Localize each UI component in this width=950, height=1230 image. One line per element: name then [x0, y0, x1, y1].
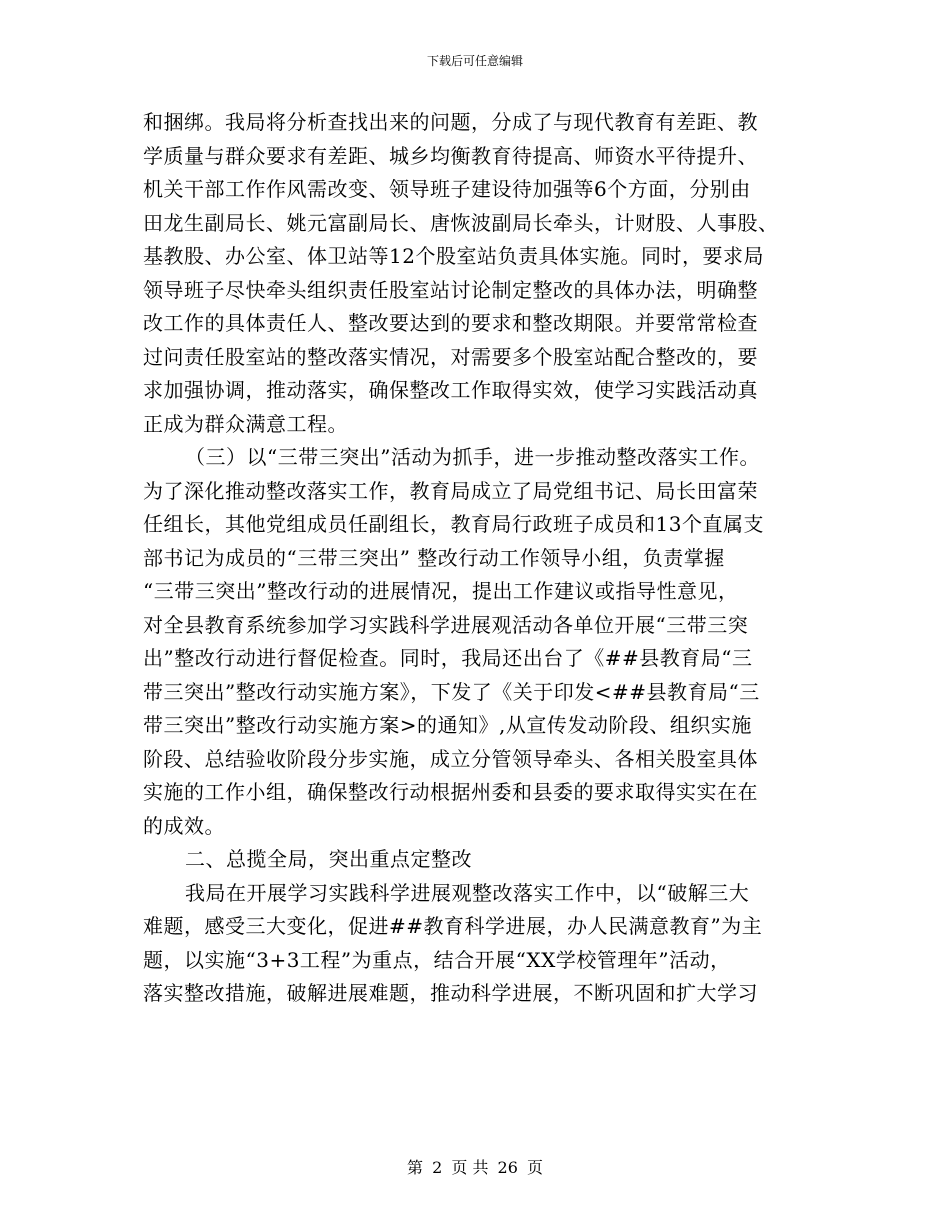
text-line: （三）以“三带三突出”活动为抓手，进一步推动整改落实工作。: [185, 445, 760, 469]
text-line: 领导班子尽快牵头组织责任股室站讨论制定整改的具体办法，明确整: [143, 277, 758, 302]
text-line: 任组长，其他党组成员任副组长，教育局行政班子成员和13个直属支: [143, 512, 764, 536]
text-line: 落实整改措施，破解进展难题，推动科学进展，不断巩固和扩大学习: [143, 981, 758, 1005]
text-line: 部书记为成员的“三带三突出” 整改行动工作领导小组，负责掌握: [143, 545, 725, 570]
text-line: 改工作的具体责任人、整改要达到的要求和整改期限。并要常常检查: [143, 311, 758, 335]
text-line: 实施的工作小组，确保整改行动根据州委和县委的要求取得实实在在: [143, 780, 758, 804]
footer-total-pages: 26: [497, 1158, 518, 1177]
footer-middle: 页 共: [451, 1158, 489, 1177]
text-line: 二、总揽全局，突出重点定整改: [185, 847, 472, 871]
text-line: 和捆绑。我局将分析查找出来的问题，分成了与现代教育有差距、教: [143, 110, 758, 134]
page-header: 下载后可任意编辑: [426, 54, 523, 68]
text-line: 题，以实施“3+3工程”为重点，结合开展“XX学校管理年”活动，: [143, 947, 731, 972]
text-line: 过问责任股室站的整改落实情况，对需要多个股室站配合整改的，要: [143, 344, 758, 369]
text-line: 为了深化推动整改落实工作，教育局成立了局党组书记、局长田富荣: [143, 478, 758, 503]
text-line: “三带三突出”整改行动的进展情况，提出工作建议或指导性意见，: [143, 579, 739, 603]
footer-page-number: 2: [432, 1158, 443, 1177]
text-line: 正成为群众满意工程。: [143, 411, 348, 436]
text-line: 机关干部工作作风需改变、领导班子建设待加强等6个方面，分别由: [143, 177, 751, 201]
footer-suffix: 页: [527, 1158, 544, 1177]
text-line: 我局在开展学习实践科学进展观整改落实工作中，以“破解三大: [185, 880, 750, 905]
text-line: 阶段、总结验收阶段分步实施，成立分管领导牵头、各相关股室具体: [143, 746, 758, 771]
document-body: [143, 106, 803, 1011]
text-line: 的成效。: [143, 813, 225, 838]
text-line: 难题，感受三大变化，促进##教育科学进展，办人民满意教育”为主: [143, 914, 763, 938]
text-line: 学质量与群众要求有差距、城乡均衡教育待提高、师资水平待提升、: [143, 143, 758, 168]
text-line: 求加强协调，推动落实，确保整改工作取得实效，使学习实践活动真: [143, 378, 758, 402]
text-line: 基教股、办公室、体卫站等12个股室站负责具体实施。同时，要求局: [143, 244, 764, 268]
footer-prefix: 第: [406, 1158, 423, 1177]
text-line: 出”整改行动进行督促检查。同时，我局还出台了《##县教育局“三: [143, 646, 753, 670]
text-line: 带三突出”整改行动实施方案》，下发了《关于印发<##县教育局“三: [143, 679, 760, 704]
text-line: 带三突出”整改行动实施方案>的通知》,从宣传发动阶段、组织实施: [143, 713, 752, 737]
text-line: 对全县教育系统参加学习实践科学进展观活动各单位开展“三带三突: [143, 612, 749, 637]
text-line: 田龙生副局长、姚元富副局长、唐恢波副局长牵头，计财股、人事股、: [143, 210, 779, 235]
page-footer: [0, 1155, 950, 1178]
